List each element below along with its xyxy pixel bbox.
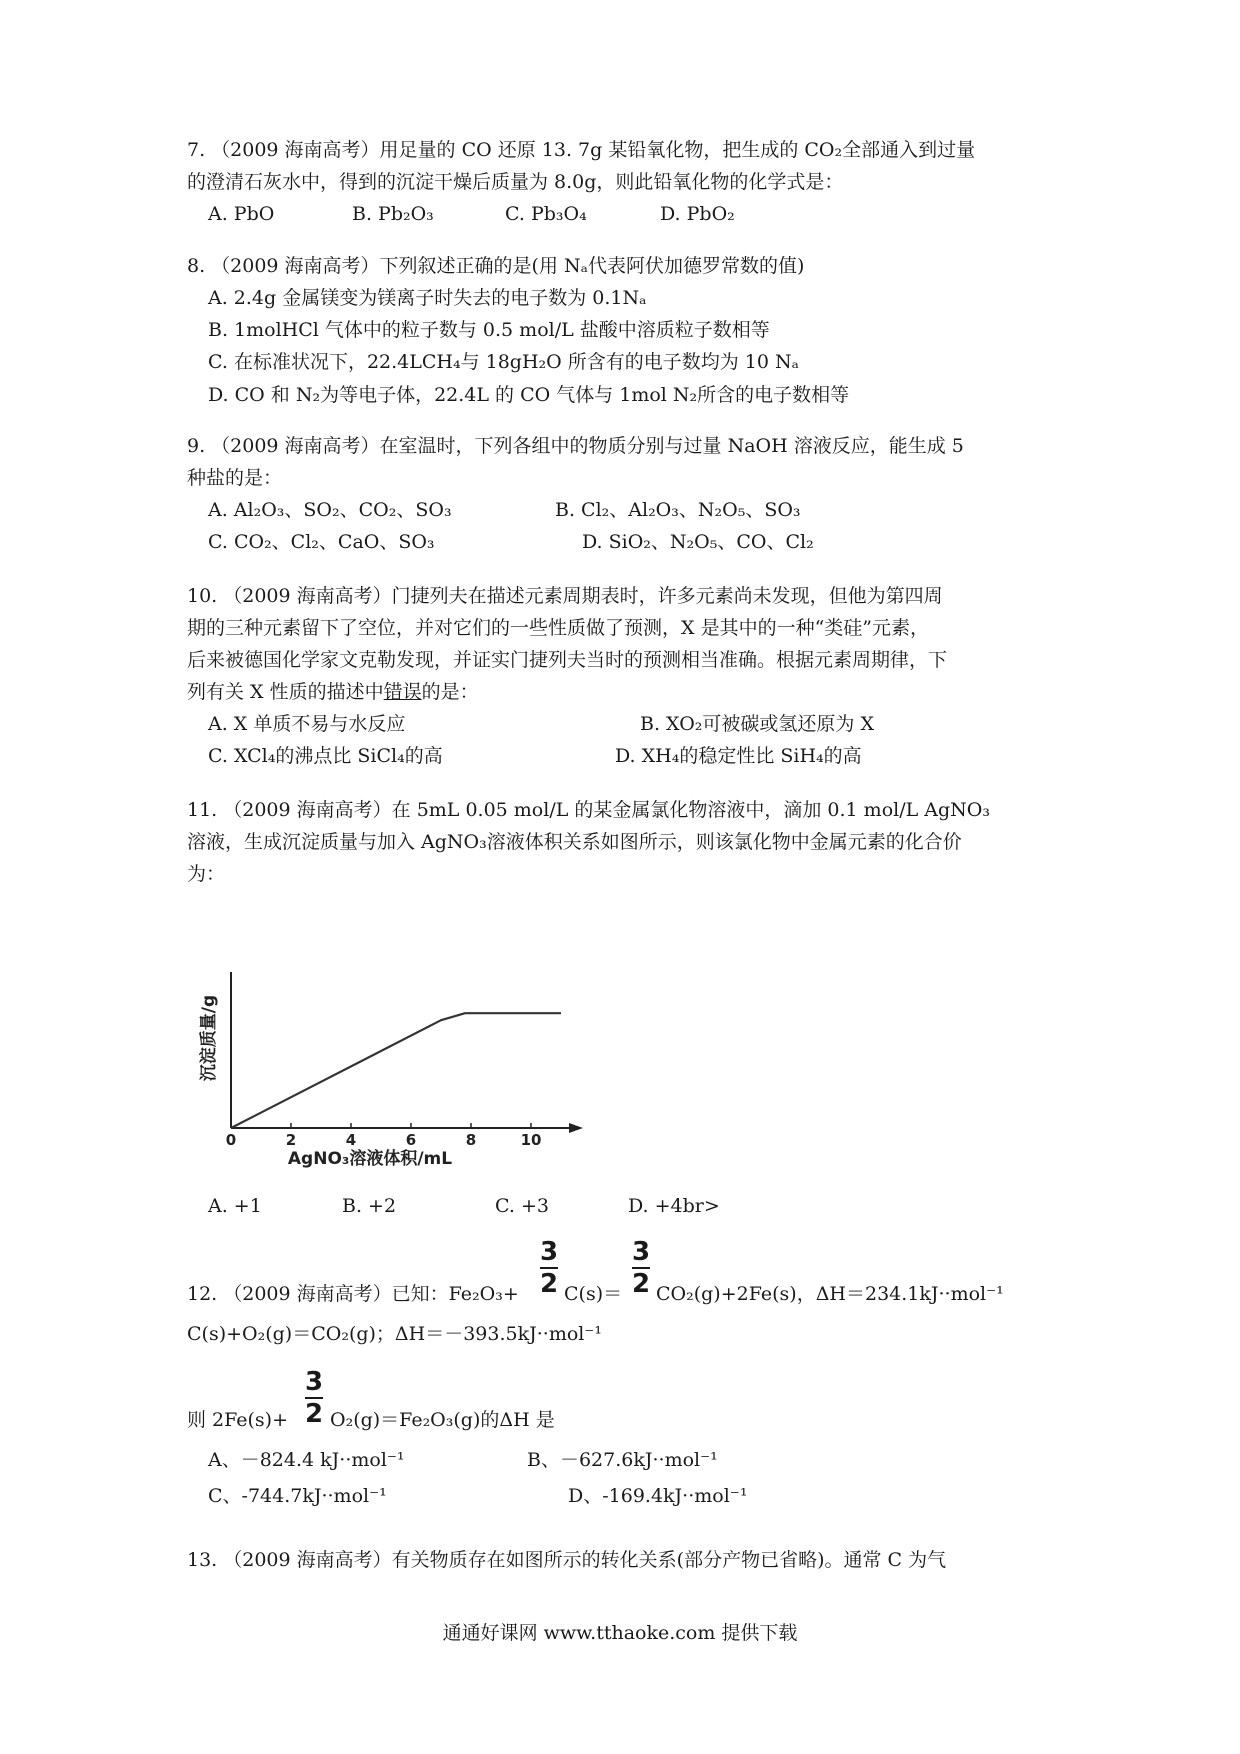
chart-x-tick-label: 8 bbox=[465, 1131, 477, 1149]
q11-stem-line1: 11. （2009 海南高考）在 5mL 0.05 mol/L 的某金属氯化物溶液中，滴加 0.1 mol/L AgNO₃ bbox=[187, 799, 990, 821]
q8-option-b: B. 1molHCl 气体中的粒子数与 0.5 mol/L 盐酸中溶质粒子数相等 bbox=[208, 319, 770, 341]
q12-fraction-2 bbox=[630, 1238, 652, 1298]
q9-stem-line1: 9. （2009 海南高考）在室温时，下列各组中的物质分别与过量 NaOH 溶液反应，能生成 5 bbox=[187, 435, 964, 457]
q10-stem-line4 bbox=[187, 680, 479, 704]
chart-axes bbox=[231, 972, 583, 1133]
q12-question-part1: 则 2Fe(s)+ bbox=[187, 1409, 289, 1431]
q12-eq1-part1: 12. （2009 海南高考）已知：Fe₂O₃+ bbox=[187, 1283, 519, 1305]
q10-stem-line1: 10. （2009 海南高考）门捷列夫在描述元素周期表时，许多元素尚未发现，但他为第四周 bbox=[187, 585, 943, 607]
q10-option-b: B. XO₂可被碳或氢还原为 X bbox=[640, 713, 874, 735]
q10-stem-line4-pre: 列有关 X 性质的描述中 bbox=[187, 681, 384, 703]
q12-fraction-3-denominator: 2 bbox=[304, 1399, 324, 1429]
q12-fraction-1 bbox=[538, 1238, 560, 1298]
q10-option-a: A. X 单质不易与水反应 bbox=[208, 713, 406, 735]
q7-option-a: A. PbO bbox=[208, 203, 275, 225]
q13-stem-line1: 13. （2009 海南高考）有关物质存在如图所示的转化关系(部分产物已省略)。通常 C 为气 bbox=[187, 1549, 947, 1571]
q10-underlined-keyword: 错误 bbox=[383, 681, 422, 703]
q12-option-a: A、－824.4 kJ··mol⁻¹ bbox=[208, 1449, 405, 1471]
q7-stem-line2: 的澄清石灰水中，得到的沉淀干燥后质量为 8.0g，则此铅氧化物的化学式是： bbox=[187, 171, 844, 193]
q12-fraction-2-denominator: 2 bbox=[631, 1269, 651, 1299]
chart-x-tick-label: 10 bbox=[520, 1131, 542, 1149]
chart-x-tick-label: 2 bbox=[285, 1131, 297, 1149]
q12-option-d: D、-169.4kJ··mol⁻¹ bbox=[568, 1485, 748, 1507]
q11-option-d: D. +4br> bbox=[628, 1195, 720, 1217]
q8-option-d: D. CO 和 N₂为等电子体，22.4L 的 CO 气体与 1mol N₂所含的电子数相等 bbox=[208, 384, 850, 406]
q9-option-a: A. Al₂O₃、SO₂、CO₂、SO₃ bbox=[208, 499, 452, 521]
q8-option-a: A. 2.4g 金属镁变为镁离子时失去的电子数为 0.1Nₐ bbox=[208, 287, 647, 309]
chart-x-axis-label: AgNO₃溶液体积/mL bbox=[287, 1149, 453, 1169]
q10-option-d: D. XH₄的稳定性比 SiH₄的高 bbox=[615, 745, 862, 767]
q11-stem-line2: 溶液，生成沉淀质量与加入 AgNO₃溶液体积关系如图所示，则该氯化物中金属元素的化合价 bbox=[187, 831, 962, 853]
chart-x-tick-label: 0 bbox=[225, 1131, 237, 1149]
q7-option-c: C. Pb₃O₄ bbox=[505, 203, 587, 225]
q7-option-b: B. Pb₂O₃ bbox=[352, 203, 434, 225]
page-footer: 通通好课网 www.tthaoke.com 提供下载 bbox=[442, 1622, 798, 1644]
chart-x-axis-arrow bbox=[569, 1123, 583, 1133]
precipitate-mass-chart bbox=[180, 960, 620, 1170]
q10-option-c: C. XCl₄的沸点比 SiCl₄的高 bbox=[208, 745, 443, 767]
chart-x-tick-label: 4 bbox=[345, 1131, 357, 1149]
q10-stem-line3: 后来被德国化学家文克勒发现，并证实门捷列夫当时的预测相当准确。根据元素周期律，下 bbox=[187, 649, 948, 671]
q12-fraction-2-numerator: 3 bbox=[631, 1237, 651, 1267]
q12-fraction-1-denominator: 2 bbox=[539, 1269, 559, 1299]
q12-option-b: B、－627.6kJ··mol⁻¹ bbox=[527, 1449, 718, 1471]
q12-option-c: C、-744.7kJ··mol⁻¹ bbox=[208, 1485, 387, 1507]
q12-question-part2: O₂(g)＝Fe₂O₃(g)的ΔH 是 bbox=[330, 1409, 555, 1431]
q11-option-b: B. +2 bbox=[342, 1195, 397, 1217]
q12-fraction-1-numerator: 3 bbox=[539, 1237, 559, 1267]
q12-eq1-part2: C(s)＝ bbox=[564, 1283, 623, 1305]
chart-y-axis-label: 沉淀质量/g bbox=[199, 994, 219, 1082]
chart-series bbox=[231, 1013, 561, 1128]
q12-eq2: C(s)+O₂(g)＝CO₂(g)；ΔH＝－393.5kJ··mol⁻¹ bbox=[187, 1323, 603, 1345]
chart-series-line bbox=[231, 1013, 561, 1128]
q9-stem-line2: 种盐的是： bbox=[187, 467, 283, 489]
q8-stem: 8. （2009 海南高考）下列叙述正确的是(用 Nₐ代表阿伏加德罗常数的值) bbox=[187, 255, 805, 277]
q11-stem-line3: 为： bbox=[187, 863, 226, 885]
q8-option-c: C. 在标准状况下，22.4LCH₄与 18gH₂O 所含有的电子数均为 10 Nₐ bbox=[208, 351, 799, 373]
q10-stem-line4-post: 的是： bbox=[421, 681, 479, 703]
q12-fraction-3-numerator: 3 bbox=[304, 1367, 324, 1397]
chart-ticks bbox=[226, 1123, 542, 1149]
q12-fraction-3 bbox=[303, 1368, 325, 1428]
q7-stem-line1: 7. （2009 海南高考）用足量的 CO 还原 13. 7g 某铅氧化物，把生成的 CO₂全部通入到过量 bbox=[187, 139, 976, 161]
q9-option-d: D. SiO₂、N₂O₅、CO、Cl₂ bbox=[582, 531, 814, 553]
q11-option-c: C. +3 bbox=[495, 1195, 549, 1217]
q12-eq1-part3: CO₂(g)+2Fe(s)，ΔH＝234.1kJ··mol⁻¹ bbox=[656, 1283, 1004, 1305]
chart-x-tick-label: 6 bbox=[405, 1131, 417, 1149]
q7-option-d: D. PbO₂ bbox=[660, 203, 735, 225]
q9-option-c: C. CO₂、Cl₂、CaO、SO₃ bbox=[208, 531, 435, 553]
q11-option-a: A. +1 bbox=[208, 1195, 262, 1217]
q10-stem-line2: 期的三种元素留下了空位，并对它们的一些性质做了预测，X 是其中的一种“类硅”元素， bbox=[187, 617, 929, 639]
q9-option-b: B. Cl₂、Al₂O₃、N₂O₅、SO₃ bbox=[555, 499, 801, 521]
